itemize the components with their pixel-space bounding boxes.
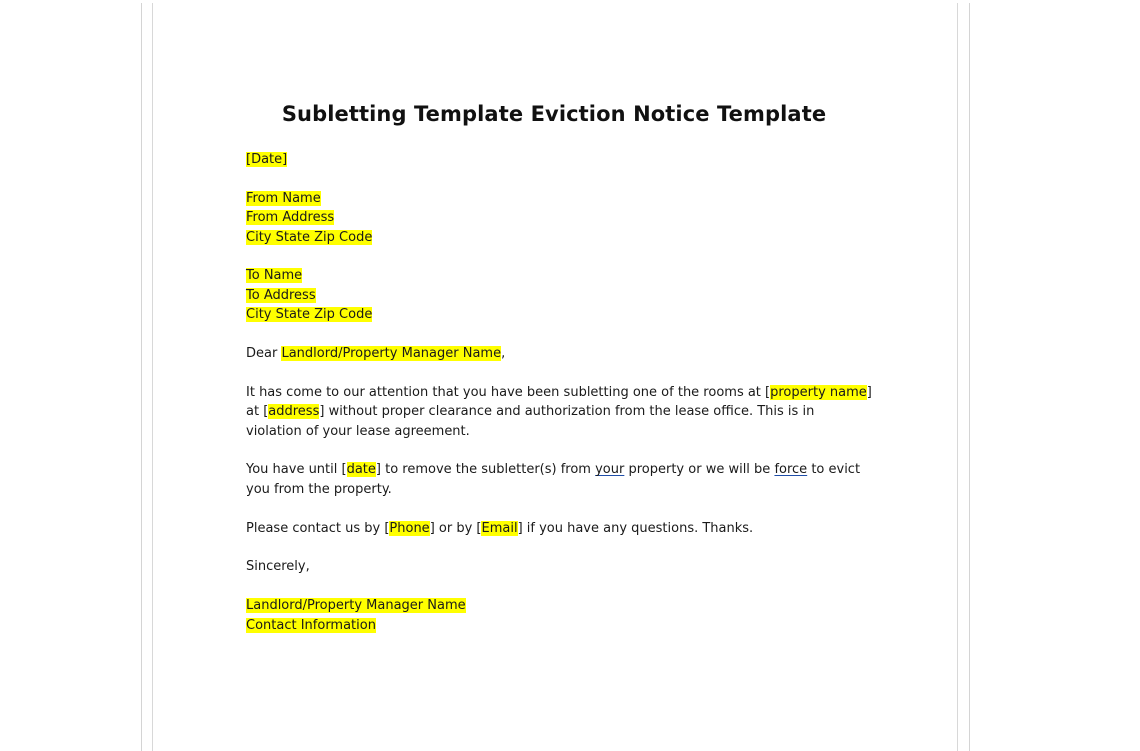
- to-city-placeholder: City State Zip Code: [246, 307, 373, 323]
- paragraph-1-line-3: violation of your lease agreement.: [246, 423, 470, 439]
- force-underlined-word[interactable]: force: [774, 462, 808, 478]
- property-name-placeholder: property name: [770, 384, 867, 400]
- contact-info-placeholder: Contact Information: [246, 617, 376, 633]
- document-title: Subletting Template Eviction Notice Template: [281, 102, 827, 126]
- recipient-block-city: [246, 305, 886, 324]
- from-name-placeholder: From Name: [246, 190, 321, 206]
- deadline-date-placeholder: date: [346, 462, 376, 478]
- signature-name-placeholder: Landlord/Property Manager Name: [246, 598, 466, 614]
- date-placeholder: [Date]: [246, 152, 288, 167]
- signature-name-line: [246, 596, 886, 615]
- from-city-placeholder: City State Zip Code: [246, 229, 373, 245]
- recipient-block-address: [246, 286, 886, 305]
- email-placeholder: Email: [481, 520, 518, 536]
- sender-block-city: [246, 228, 886, 247]
- date-line: [246, 150, 886, 169]
- paragraph-1-line-1: It has come to our attention that you have been subletting one of the rooms at [property name]: [246, 384, 872, 400]
- to-address-placeholder: To Address: [246, 287, 316, 303]
- salutation-name-placeholder: Landlord/Property Manager Name: [281, 346, 502, 362]
- salutation: Dear Landlord/Property Manager Name,: [246, 346, 506, 362]
- sender-block-name: [246, 189, 886, 208]
- recipient-block-name: [246, 266, 886, 285]
- your-underlined-word[interactable]: your: [595, 462, 625, 478]
- to-name-placeholder: To Name: [246, 268, 303, 284]
- closing: Sincerely,: [246, 559, 310, 575]
- paragraph-2-line-1: You have until [date] to remove the subletter(s) from your property or we will be force to evict: [246, 462, 861, 478]
- paragraph-1-line-2: at [address] without proper clearance and authorization from the lease office. This is in: [246, 404, 815, 420]
- sender-block-address: [246, 208, 886, 227]
- letter-body: [246, 150, 886, 635]
- phone-placeholder: Phone: [389, 520, 430, 536]
- address-placeholder: address: [268, 404, 320, 420]
- from-address-placeholder: From Address: [246, 210, 335, 226]
- paragraph-2-line-2: you from the property.: [246, 481, 392, 497]
- paragraph-3: Please contact us by [Phone] or by [Email] if you have any questions. Thanks.: [246, 520, 754, 536]
- signature-contact-line: [246, 616, 886, 635]
